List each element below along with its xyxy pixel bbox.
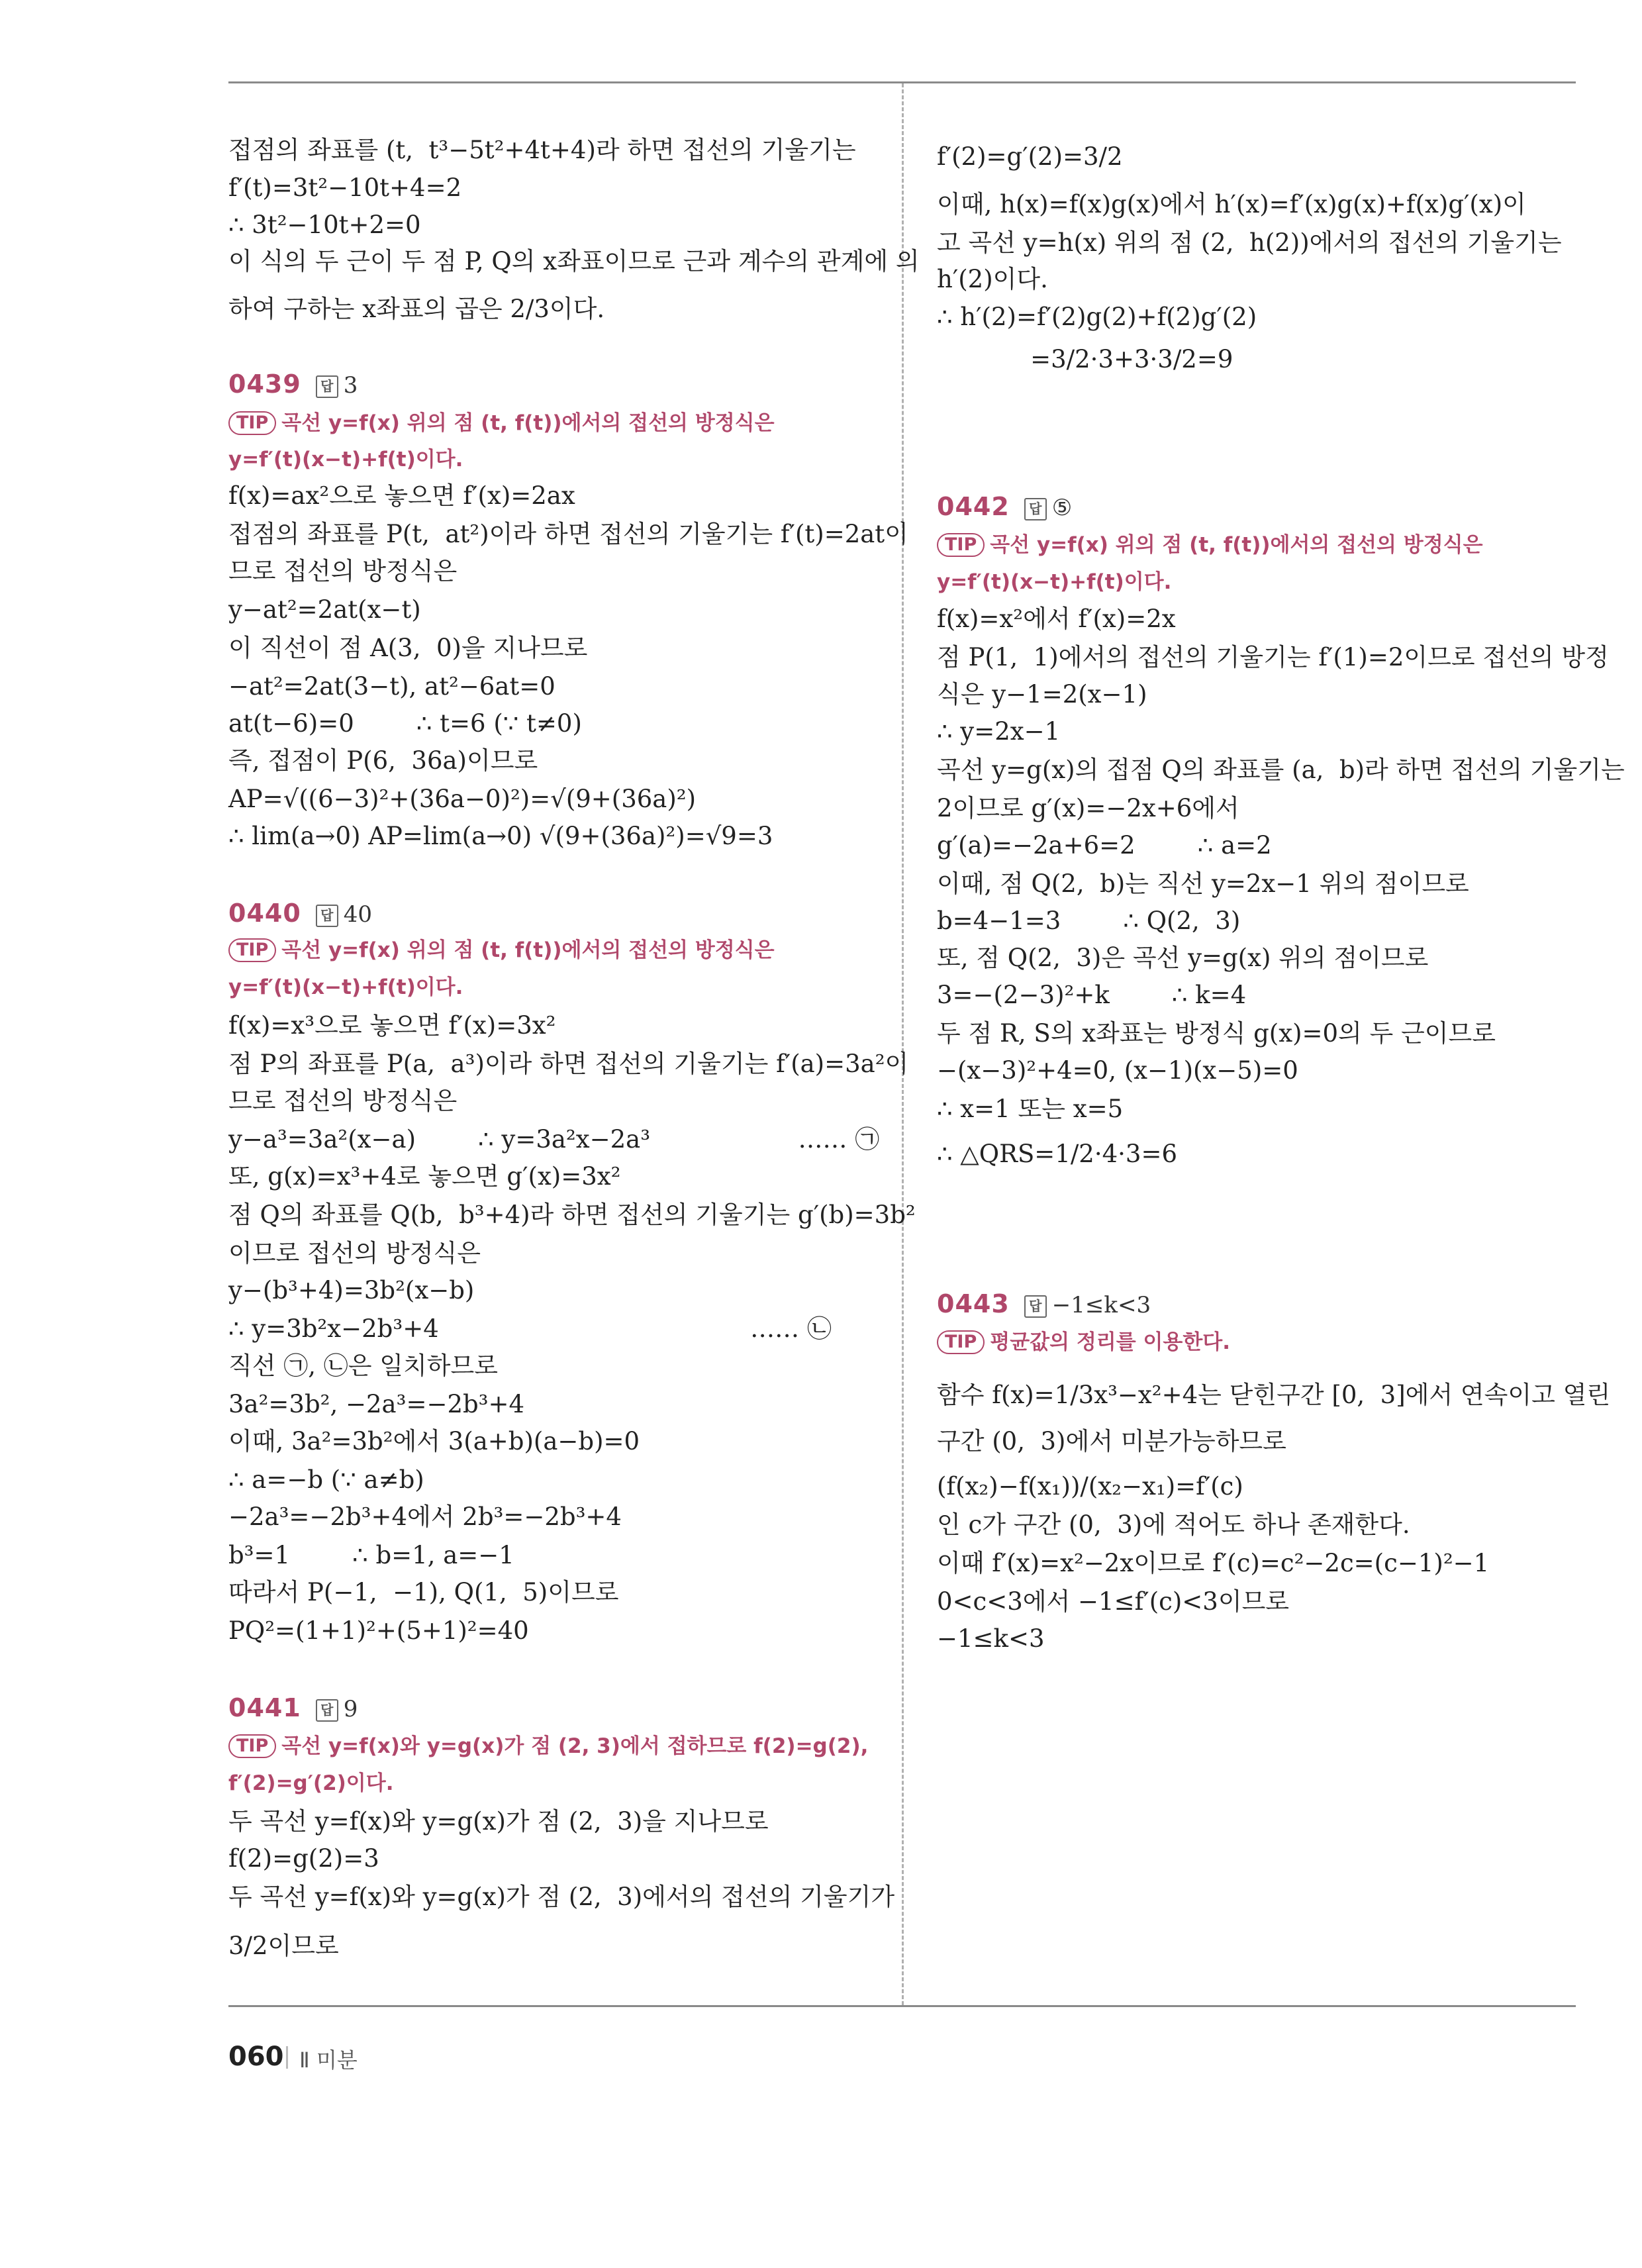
problem-header bbox=[228, 1693, 358, 1728]
solution-line: g′(a)=−2a+6=2 ∴ a=2 bbox=[937, 831, 1272, 860]
problem-header bbox=[937, 492, 1072, 526]
tip-badge: TIP bbox=[937, 533, 985, 557]
answer-icon: 답 bbox=[316, 1699, 338, 1722]
footer-separator bbox=[286, 2046, 288, 2069]
solution-line: f′(t)=3t²−10t+4=2 bbox=[228, 173, 462, 202]
tip-text: y=f′(t)(x−t)+f(t)이다. bbox=[228, 448, 463, 471]
solution-line: f(x)=x²에서 f′(x)=2x bbox=[937, 605, 1176, 633]
tip-text: 평균값의 정리를 이용한다. bbox=[990, 1330, 1231, 1354]
column-divider bbox=[902, 83, 904, 2005]
tip-text: f′(2)=g′(2)이다. bbox=[228, 1771, 394, 1795]
solution-line: 고 곡선 y=h(x) 위의 점 (2, h(2))에서의 접선의 기울기는 bbox=[937, 228, 1562, 257]
solution-line: ∴ h′(2)=f′(2)g(2)+f(2)g′(2) bbox=[937, 303, 1257, 331]
tip-text: 곡선 y=f(x)와 y=g(x)가 점 (2, 3)에서 접하므로 f(2)=g(2), bbox=[281, 1734, 869, 1758]
solution-line: 두 곡선 y=f(x)와 y=g(x)가 점 (2, 3)에서의 접선의 기울기가 bbox=[228, 1883, 895, 1911]
solution-line: at(t−6)=0 ∴ t=6 (∵ t≠0) bbox=[228, 709, 582, 738]
tip-line-continued bbox=[228, 973, 463, 1002]
tip-text: y=f′(t)(x−t)+f(t)이다. bbox=[937, 570, 1172, 594]
tip-line-continued bbox=[228, 445, 463, 474]
solution-line: −at²=2at(3−t), at²−6at=0 bbox=[228, 672, 555, 701]
solution-line: 이므로 접선의 방정식은 bbox=[228, 1239, 481, 1267]
tip-line bbox=[937, 1328, 1230, 1357]
solution-line: 점 P의 좌표를 P(a, a³)이라 하면 접선의 기울기는 f′(a)=3a²이 bbox=[228, 1050, 909, 1078]
page-number: 060 bbox=[228, 2042, 284, 2072]
solution-line: ∴ y=2x−1 bbox=[937, 717, 1061, 746]
solution-line: 함수 f(x)=1/3x³−x²+4는 닫힌구간 [0, 3]에서 연속이고 열린 bbox=[937, 1381, 1611, 1409]
solution-line: f′(2)=g′(2)=3/2 bbox=[937, 142, 1123, 171]
answer-icon: 답 bbox=[316, 905, 338, 927]
problem-number: 0442 bbox=[937, 492, 1010, 521]
tip-text: y=f′(t)(x−t)+f(t)이다. bbox=[228, 975, 463, 999]
tip-text: 곡선 y=f(x) 위의 점 (t, f(t))에서의 접선의 방정식은 bbox=[281, 938, 775, 962]
answer-value: 40 bbox=[343, 901, 373, 928]
solution-line: PQ²=(1+1)²+(5+1)²=40 bbox=[228, 1616, 529, 1645]
solution-line: 점 P(1, 1)에서의 접선의 기울기는 f′(1)=2이므로 접선의 방정 bbox=[937, 643, 1609, 671]
solution-line: 므로 접선의 방정식은 bbox=[228, 557, 458, 585]
solution-line: 즉, 접점이 P(6, 36a)이므로 bbox=[228, 746, 538, 775]
solution-line: y−(b³+4)=3b²(x−b) bbox=[228, 1276, 475, 1305]
solution-line: 3a²=3b², −2a³=−2b³+4 bbox=[228, 1390, 525, 1418]
solution-line: 두 곡선 y=f(x)와 y=g(x)가 점 (2, 3)을 지나므로 bbox=[228, 1807, 769, 1836]
solution-line: b³=1 ∴ b=1, a=−1 bbox=[228, 1541, 514, 1569]
solution-line: 또, g(x)=x³+4로 놓으면 g′(x)=3x² bbox=[228, 1162, 621, 1191]
solution-line: 인 c가 구간 (0, 3)에 적어도 하나 존재한다. bbox=[937, 1510, 1410, 1539]
solution-line: 따라서 P(−1, −1), Q(1, 5)이므로 bbox=[228, 1578, 619, 1606]
tip-text: 곡선 y=f(x) 위의 점 (t, f(t))에서의 접선의 방정식은 bbox=[281, 411, 775, 435]
tip-badge: TIP bbox=[228, 938, 276, 962]
solution-line: ∴ lim(a→0) AP=lim(a→0) √(9+(36a)²)=√9=3 bbox=[228, 822, 773, 850]
answer-value: −1≤k<3 bbox=[1051, 1292, 1151, 1318]
answer-value: ⑤ bbox=[1051, 495, 1073, 521]
solution-line: 3=−(2−3)²+k ∴ k=4 bbox=[937, 981, 1247, 1009]
solution-line: =3/2·3+3·3/2=9 bbox=[937, 345, 1233, 373]
solution-line: 이때, h(x)=f(x)g(x)에서 h′(x)=f′(x)g(x)+f(x)g′(x)이 bbox=[937, 190, 1526, 219]
solution-line: −2a³=−2b³+4에서 2b³=−2b³+4 bbox=[228, 1503, 622, 1531]
solution-line: −1≤k<3 bbox=[937, 1624, 1045, 1653]
tip-line bbox=[228, 409, 775, 438]
solution-line: ∴ x=1 또는 x=5 bbox=[937, 1095, 1124, 1123]
chapter-label: Ⅱ 미분 bbox=[299, 2047, 358, 2073]
solution-line: ∴ a=−b (∵ a≠b) bbox=[228, 1465, 424, 1494]
solution-line: 하여 구하는 x좌표의 곱은 2/3이다. bbox=[228, 295, 605, 323]
solution-line: 접점의 좌표를 (t, t³−5t²+4t+4)라 하면 접선의 기울기는 bbox=[228, 136, 856, 164]
solution-line: y−at²=2at(x−t) bbox=[228, 595, 421, 624]
solution-line: 식은 y−1=2(x−1) bbox=[937, 680, 1147, 709]
solution-line: 이 직선이 점 A(3, 0)을 지나므로 bbox=[228, 634, 588, 662]
solution-line: f(x)=x³으로 놓으면 f′(x)=3x² bbox=[228, 1011, 556, 1040]
tip-line-continued bbox=[937, 567, 1171, 597]
solution-line: 3/2이므로 bbox=[228, 1932, 339, 1960]
tip-text: 곡선 y=f(x) 위의 점 (t, f(t))에서의 접선의 방정식은 bbox=[990, 533, 1483, 557]
problem-header bbox=[228, 370, 358, 404]
tip-line bbox=[228, 1732, 868, 1761]
answer-icon: 답 bbox=[1024, 498, 1047, 520]
tip-line-continued bbox=[228, 1769, 393, 1798]
solution-line: AP=√((6−3)²+(36a−0)²)=√(9+(36a)²) bbox=[228, 785, 697, 813]
solution-line: 이때 f′(x)=x²−2x이므로 f′(c)=c²−2c=(c−1)²−1 bbox=[937, 1549, 1490, 1577]
solution-line: 2이므로 g′(x)=−2x+6에서 bbox=[937, 794, 1239, 822]
problem-number: 0439 bbox=[228, 370, 301, 399]
answer-icon: 답 bbox=[1024, 1295, 1047, 1318]
solution-line: ∴ 3t²−10t+2=0 bbox=[228, 211, 421, 239]
tip-line bbox=[937, 530, 1483, 560]
solution-line: 이때, 3a²=3b²에서 3(a+b)(a−b)=0 bbox=[228, 1427, 640, 1455]
bottom-rule bbox=[228, 2005, 1576, 2007]
solution-line: 곡선 y=g(x)의 접점 Q의 좌표를 (a, b)라 하면 접선의 기울기는 bbox=[937, 756, 1625, 784]
tip-line bbox=[228, 936, 775, 965]
solution-line: f(x)=ax²으로 놓으면 f′(x)=2ax bbox=[228, 481, 575, 510]
tip-badge: TIP bbox=[228, 1734, 276, 1758]
answer-icon: 답 bbox=[316, 375, 338, 398]
problem-number: 0440 bbox=[228, 899, 301, 928]
solution-line: ∴ △QRS=1/2·4·3=6 bbox=[937, 1140, 1177, 1168]
solution-line: h′(2)이다. bbox=[937, 265, 1048, 293]
solution-line: 직선 ㉠, ㉡은 일치하므로 bbox=[228, 1352, 498, 1380]
solution-line: 므로 접선의 방정식은 bbox=[228, 1087, 458, 1115]
solution-line: b=4−1=3 ∴ Q(2, 3) bbox=[937, 907, 1241, 935]
solution-line: 이때, 점 Q(2, b)는 직선 y=2x−1 위의 점이므로 bbox=[937, 869, 1469, 898]
problem-number: 0441 bbox=[228, 1693, 301, 1722]
solution-line: 접점의 좌표를 P(t, at²)이라 하면 접선의 기울기는 f′(t)=2at이 bbox=[228, 520, 908, 548]
tip-badge: TIP bbox=[228, 411, 276, 435]
problem-header bbox=[228, 899, 372, 933]
tip-badge: TIP bbox=[937, 1330, 985, 1354]
solution-line: −(x−3)²+4=0, (x−1)(x−5)=0 bbox=[937, 1056, 1298, 1085]
solution-line: 점 Q의 좌표를 Q(b, b³+4)라 하면 접선의 기울기는 g′(b)=3b² bbox=[228, 1201, 916, 1229]
solution-line: 구간 (0, 3)에서 미분가능하므로 bbox=[937, 1427, 1286, 1455]
answer-value: 9 bbox=[343, 1696, 358, 1722]
solution-line: 두 점 R, S의 x좌표는 방정식 g(x)=0의 두 근이므로 bbox=[937, 1019, 1496, 1048]
solution-line: f(2)=g(2)=3 bbox=[228, 1844, 379, 1873]
solution-line: ∴ y=3b²x−2b³+4 …… ㉡ bbox=[228, 1314, 832, 1343]
solution-line: 또, 점 Q(2, 3)은 곡선 y=g(x) 위의 점이므로 bbox=[937, 944, 1429, 972]
answer-value: 3 bbox=[343, 372, 358, 399]
solution-line: (f(x₂)−f(x₁))/(x₂−x₁)=f′(c) bbox=[937, 1472, 1243, 1501]
problem-header bbox=[937, 1289, 1151, 1324]
solution-line: 0<c<3에서 −1≤f′(c)<3이므로 bbox=[937, 1587, 1290, 1616]
problem-number: 0443 bbox=[937, 1289, 1010, 1318]
solution-line: y−a³=3a²(x−a) ∴ y=3a²x−2a³ …… ㉠ bbox=[228, 1125, 880, 1154]
solution-line: 이 식의 두 근이 두 점 P, Q의 x좌표이므로 근과 계수의 관계에 의 bbox=[228, 247, 920, 275]
